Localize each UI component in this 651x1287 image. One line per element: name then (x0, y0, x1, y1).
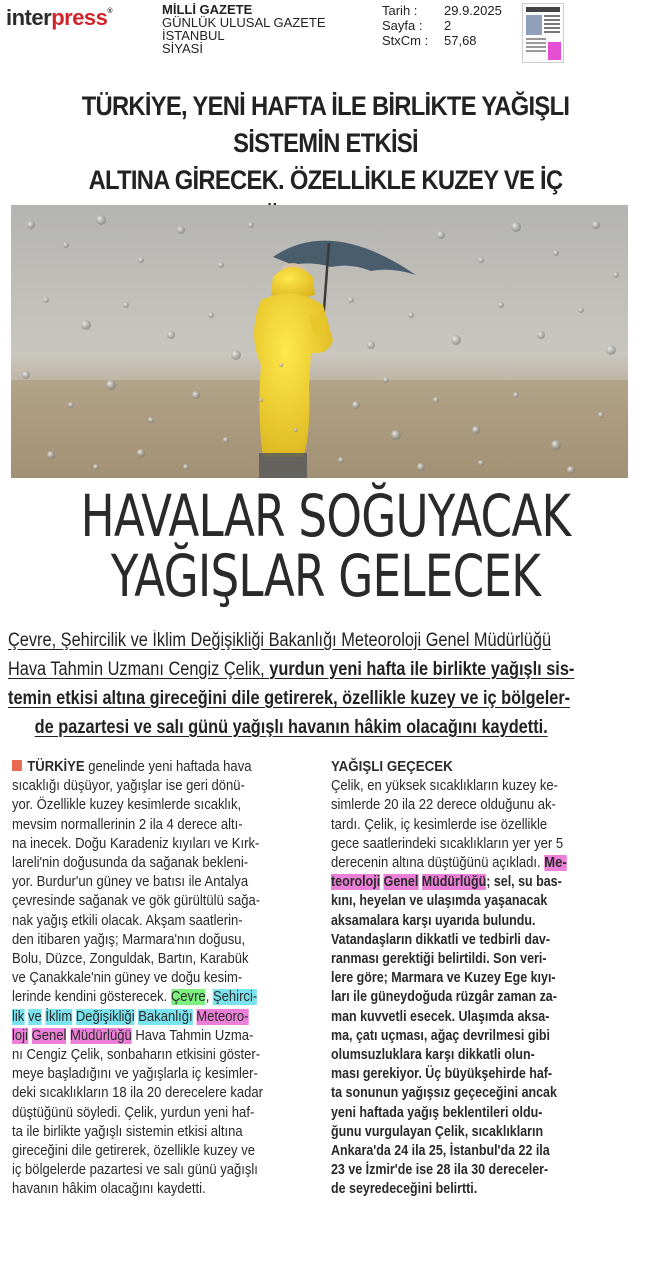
stxcm-label: StxCm : (382, 33, 429, 48)
page-label: Sayfa : (382, 18, 423, 33)
text-line: Bolu, Düzce, Zonguldak, Bartın, Karabük (12, 951, 249, 968)
text-line: yor. Burdur'un güney ve batısı ile Antalya (12, 874, 249, 891)
section: SİYASİ (162, 41, 203, 56)
text-line: çevresinde sağanak ve gök gürültülü sağa- (12, 893, 261, 910)
bullet-square-icon (12, 760, 22, 771)
text-line: tardı. Çelik, iç kesimlerde ise özellikle (331, 816, 548, 833)
interpress-logo: interpress® (6, 5, 113, 30)
text-line: gireceğini dile getirerek, özellikle kuzey ve (12, 1143, 255, 1160)
newspaper-type: GÜNLÜK ULUSAL GAZETE (162, 15, 326, 30)
text-line: olumsuzluklara karşı dikkatli olun- (331, 1047, 535, 1064)
clip-info (382, 3, 502, 48)
text-line: havanın hâkim olacağını kaydetti. (12, 1181, 206, 1198)
text-line: ta sonunun yağışsız geçeceğini ancak (331, 1085, 557, 1102)
text-line: nı Cengiz Çelik, sonbaharın etkisini göster- (12, 1047, 261, 1064)
highlight-keyword: lik (12, 1008, 25, 1025)
body-column-right (331, 758, 631, 1200)
highlight-keyword: Meteoro- (196, 1008, 249, 1025)
text-line: meye başladığını ve yağışlarla iç kesimler- (12, 1066, 258, 1083)
text-line: ması gerekiyor. Üç büyükşehirde haf- (331, 1066, 553, 1083)
text-line: de pazartesi ve salı günü yağışlı havanın hâkim olacağını kaydetti. (34, 717, 548, 738)
text-line: loji Genel Müdürlüğü Hava Tahmin Uzma- (12, 1027, 254, 1044)
text-line: nak yağış etkili olacak. Akşam saatlerin- (12, 912, 243, 929)
date-value: 29.9.2025 (444, 3, 502, 18)
text-line: ğunu vurgulayan Çelik, sıcaklıkların (331, 1123, 544, 1140)
text-line: TÜRKİYE, YENİ HAFTA İLE BİRLİKTE YAĞIŞLI SİSTEMİN ETKİSİ (81, 91, 570, 158)
text-line: Hava Tahmin Uzmanı Cengiz Çelik, yurdun yeni hafta ile birlikte yağışlı sis- (8, 659, 575, 680)
city: İSTANBUL (162, 28, 225, 43)
text-line: Çelik, en yüksek sıcaklıkların kuzey ke- (331, 778, 559, 795)
text-line: den itibaren yağış; Marmara'nın doğusu, (12, 931, 246, 948)
text-line: derecenin altına düştüğünü açıkladı. Me- (331, 855, 567, 872)
text-line: ma, çatı uçması, ağaç devrilmesi gibi (331, 1027, 551, 1044)
text-line: gece saatlerindeki sıcaklıkların yer yer 5 (331, 835, 564, 852)
text-line: ları ile güneydoğuda rüzgâr zaman za- (331, 989, 557, 1006)
highlight-keyword: Me- (544, 855, 567, 872)
text-line: simlerde 20 ila 22 derece olduğunu ak- (331, 797, 556, 814)
text-line: temin etkisi altına gireceğini dile getirerek, özellikle kuzey ve iç bölgeler- (8, 688, 571, 709)
page-thumbnail[interactable] (522, 3, 564, 63)
body-column-left (12, 758, 312, 1200)
text-line: na inecek. Doğu Karadeniz kıyıları ve Kırk- (12, 835, 260, 852)
highlight-keyword: Çevre (170, 989, 206, 1006)
article-photo (11, 205, 628, 478)
text-line: düştüğünü söyledi. Çelik, yurdun yeni haf- (12, 1104, 255, 1121)
text-line: aksamalara karşı uyarıda bulundu. (331, 912, 536, 929)
text-line: mevsim normallerinin 2 ila 4 derece altı- (12, 816, 243, 833)
text-line: Çevre, Şehircilik ve İklim Değişikliği Bakanlığı Meteoroloji Genel Müdürlüğü (8, 630, 552, 651)
article-lead (8, 626, 642, 742)
text-line: YAĞIŞLAR GELECEK (110, 542, 541, 610)
page-value: 2 (444, 18, 452, 33)
highlight-keyword: Şehirci- (212, 989, 258, 1006)
text-line: yeni haftada yağış beklentileri oldu- (331, 1104, 543, 1121)
text-line: teoroloji Genel Müdürlüğü; sel, su bas- (331, 874, 562, 891)
text-line: lik ve İklim Değişikliği Bakanlığı Meteoro- (12, 1008, 249, 1025)
stxcm-value: 57,68 (444, 33, 477, 48)
text-line: HAVALAR SOĞUYACAK (80, 482, 571, 550)
text-line: deki sıcaklıkların 18 ila 20 derecelere kadar (12, 1085, 263, 1102)
text-line: Vatandaşların dikkatli ve tedbirli dav- (331, 931, 551, 948)
text-line: ALTINA GİRECEK. ÖZELLİKLE KUZEY VE İÇ (88, 165, 563, 195)
text-line: iç bölgelerde pazartesi ve salı günü yağışlı (12, 1162, 258, 1179)
text-line: Ankara'da 24 ila 25, İstanbul'da 22 ila (331, 1143, 550, 1160)
subheading: YAĞIŞLI GEÇECEK (331, 759, 453, 775)
text-line: lerinde kendini gösterecek. Çevre, Şehirci- (12, 989, 258, 1006)
text-line: de seyredeceğini belirtti. (331, 1181, 478, 1198)
text-line: yor. Özellikle kuzey kesimlerde sıcaklık, (12, 797, 242, 814)
date-label: Tarih : (382, 3, 418, 18)
text-line: TÜRKİYE genelinde yeni haftada hava (12, 758, 282, 777)
article-headline (0, 482, 651, 610)
text-line: ve Çanakkale'nin güney ve doğu kesim- (12, 970, 243, 987)
text-line: lere göre; Marmara ve Kuzey Ege kıyı- (331, 970, 556, 987)
text-line: ranması gerektiği belirtildi. Son veri- (331, 951, 547, 968)
clip-meta (162, 3, 326, 55)
text-line: man kuvvetli esecek. Ulaşımda aksa- (331, 1008, 550, 1025)
text-line: lareli'nin doğusunda da sağanak bekleni- (12, 855, 249, 872)
text-line: kını, heyelan ve ulaşımda yaşanacak (331, 893, 548, 910)
newspaper-name: MİLLİ GAZETE (162, 2, 253, 17)
text-line: ta ile birlikte yağışlı sistemin etkisi altına (12, 1123, 243, 1140)
text-line: sıcaklığı düşüyor, yağışlar ise geri dönü- (12, 778, 245, 795)
text-line: 23 ve İzmir'de ise 28 ila 30 dereceler- (331, 1162, 549, 1179)
